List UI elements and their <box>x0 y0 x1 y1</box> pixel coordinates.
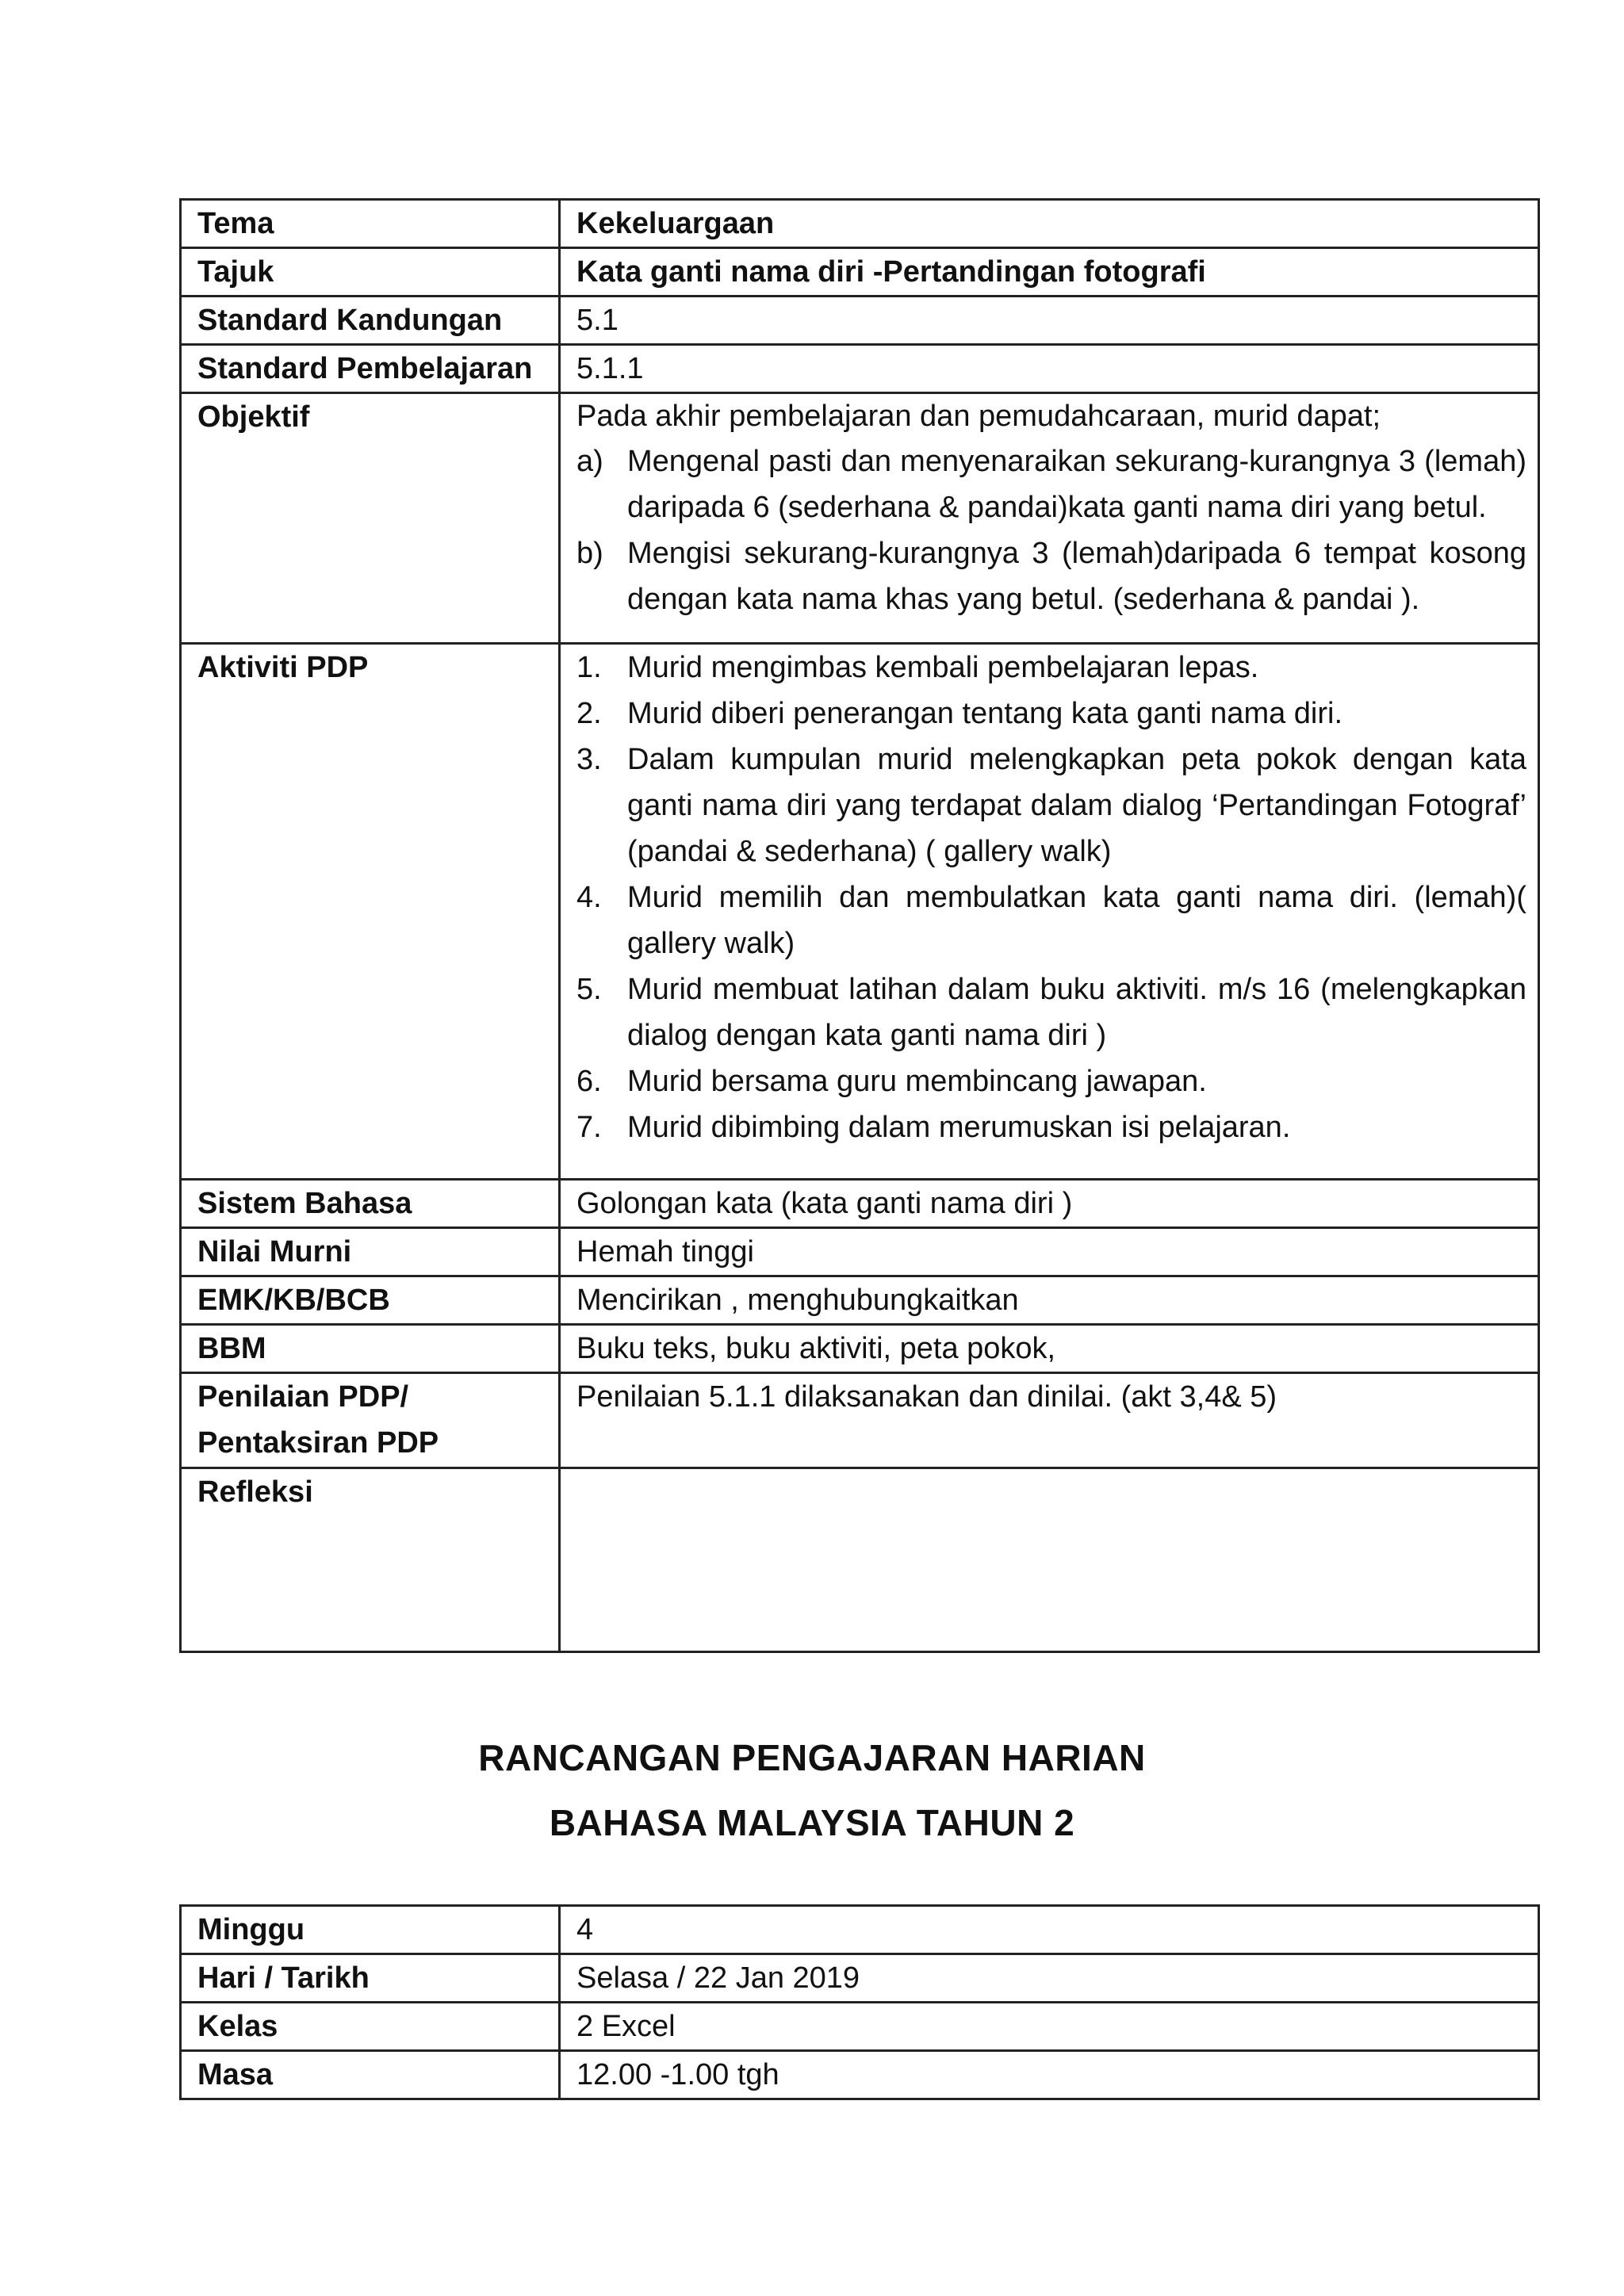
objektif-item-marker: b) <box>576 537 603 570</box>
aktiviti-item-text: Murid mengimbas kembali pembelajaran lepas. <box>627 651 1259 684</box>
objektif-value <box>560 393 1539 644</box>
aktiviti-item <box>576 966 1526 1058</box>
aktiviti-item-text: Murid membuat latihan dalam buku aktiviti. m/s 16 (melengkapkan dialog dengan kata ganti nama diri ) <box>627 973 1526 1052</box>
minggu-value: 4 <box>560 1906 1539 1954</box>
aktiviti-item <box>576 691 1526 737</box>
row-refleksi <box>181 1468 1539 1652</box>
row-bbm <box>181 1325 1539 1373</box>
hari-tarikh-value: Selasa / 22 Jan 2019 <box>560 1954 1539 2003</box>
emk-value: Mencirikan , menghubungkaitkan <box>560 1276 1539 1325</box>
aktiviti-item <box>576 1104 1526 1150</box>
heading-line2: BAHASA MALAYSIA TAHUN 2 <box>549 1802 1075 1843</box>
objektif-intro: Pada akhir pembelajaran dan pemudahcaraan, murid dapat; <box>576 400 1381 433</box>
row-penilaian <box>181 1373 1539 1468</box>
nilai-murni-value: Hemah tinggi <box>560 1228 1539 1276</box>
aktiviti-pdp-label: Aktiviti PDP <box>181 644 560 1180</box>
aktiviti-pdp-value <box>560 644 1539 1180</box>
objektif-item-marker: a) <box>576 445 603 478</box>
row-minggu <box>181 1906 1539 1954</box>
aktiviti-item <box>576 1058 1526 1104</box>
aktiviti-item-marker: 1. <box>576 651 602 684</box>
tema-label: Tema <box>181 200 560 248</box>
objektif-item <box>576 530 1526 622</box>
sistem-bahasa-label: Sistem Bahasa <box>181 1180 560 1228</box>
lesson-plan-table <box>179 198 1540 1653</box>
aktiviti-item-text: Dalam kumpulan murid melengkapkan peta pokok dengan kata ganti nama diri yang terdapat dalam dialog ‘Pertandingan Fotograf’ (pandai & sederhana) ( gallery walk) <box>627 743 1526 868</box>
objektif-item <box>576 438 1526 530</box>
aktiviti-item-marker: 4. <box>576 881 602 914</box>
tajuk-label: Tajuk <box>181 248 560 297</box>
aktiviti-item-text: Murid bersama guru membincang jawapan. <box>627 1065 1207 1098</box>
kelas-label: Kelas <box>181 2003 560 2051</box>
nilai-murni-label: Nilai Murni <box>181 1228 560 1276</box>
row-kelas <box>181 2003 1539 2051</box>
aktiviti-item-marker: 5. <box>576 973 602 1006</box>
sistem-bahasa-value: Golongan kata (kata ganti nama diri ) <box>560 1180 1539 1228</box>
objektif-label: Objektif <box>181 393 560 644</box>
aktiviti-item-text: Murid dibimbing dalam merumuskan isi pelajaran. <box>627 1111 1291 1144</box>
row-tajuk <box>181 248 1539 297</box>
objektif-item-text: Mengenal pasti dan menyenaraikan sekurang-kurangnya 3 (lemah) daripada 6 (sederhana & pandai)kata ganti nama diri yang betul. <box>627 445 1526 524</box>
penilaian-label-line2: Pentaksiran PDP <box>197 1426 439 1460</box>
standard-kandungan-value: 5.1 <box>560 297 1539 345</box>
standard-pembelajaran-label: Standard Pembelajaran <box>181 345 560 393</box>
aktiviti-item-text: Murid memilih dan membulatkan kata ganti nama diri. (lemah)( gallery walk) <box>627 881 1526 960</box>
penilaian-label <box>181 1373 560 1468</box>
refleksi-label: Refleksi <box>181 1468 560 1652</box>
info-table <box>179 1904 1540 2100</box>
row-objektif <box>181 393 1539 644</box>
objektif-item-text: Mengisi sekurang-kurangnya 3 (lemah)daripada 6 tempat kosong dengan kata nama khas yang betul. (sederhana & pandai ). <box>627 537 1526 616</box>
tema-value: Kekeluargaan <box>560 200 1539 248</box>
standard-pembelajaran-value: 5.1.1 <box>560 345 1539 393</box>
bbm-value: Buku teks, buku aktiviti, peta pokok, <box>560 1325 1539 1373</box>
aktiviti-item <box>576 874 1526 966</box>
masa-label: Masa <box>181 2051 560 2099</box>
aktiviti-item <box>576 737 1526 874</box>
aktiviti-item-marker: 3. <box>576 743 602 776</box>
row-hari-tarikh <box>181 1954 1539 2003</box>
aktiviti-item-marker: 6. <box>576 1065 602 1098</box>
aktiviti-item-marker: 2. <box>576 697 602 730</box>
row-masa <box>181 2051 1539 2099</box>
row-tema <box>181 200 1539 248</box>
minggu-label: Minggu <box>181 1906 560 1954</box>
aktiviti-item-text: Murid diberi penerangan tentang kata ganti nama diri. <box>627 697 1343 730</box>
row-sistem-bahasa <box>181 1180 1539 1228</box>
row-aktiviti-pdp <box>181 644 1539 1180</box>
aktiviti-list <box>576 645 1526 1150</box>
aktiviti-item-marker: 7. <box>576 1111 602 1144</box>
bbm-label: BBM <box>181 1325 560 1373</box>
masa-value: 12.00 -1.00 tgh <box>560 2051 1539 2099</box>
standard-kandungan-label: Standard Kandungan <box>181 297 560 345</box>
penilaian-value: Penilaian 5.1.1 dilaksanakan dan dinilai. (akt 3,4& 5) <box>560 1373 1539 1468</box>
refleksi-value <box>560 1468 1539 1652</box>
penilaian-label-line1: Penilaian PDP/ <box>197 1380 409 1414</box>
aktiviti-item <box>576 645 1526 691</box>
row-nilai-murni <box>181 1228 1539 1276</box>
heading-line1: RANCANGAN PENGAJARAN HARIAN <box>478 1737 1146 1778</box>
row-standard-pembelajaran <box>181 345 1539 393</box>
objektif-list <box>576 438 1526 622</box>
row-emk <box>181 1276 1539 1325</box>
page-heading <box>0 1725 1624 1855</box>
kelas-value: 2 Excel <box>560 2003 1539 2051</box>
hari-tarikh-label: Hari / Tarikh <box>181 1954 560 2003</box>
tajuk-value: Kata ganti nama diri -Pertandingan fotografi <box>560 248 1539 297</box>
row-standard-kandungan <box>181 297 1539 345</box>
emk-label: EMK/KB/BCB <box>181 1276 560 1325</box>
